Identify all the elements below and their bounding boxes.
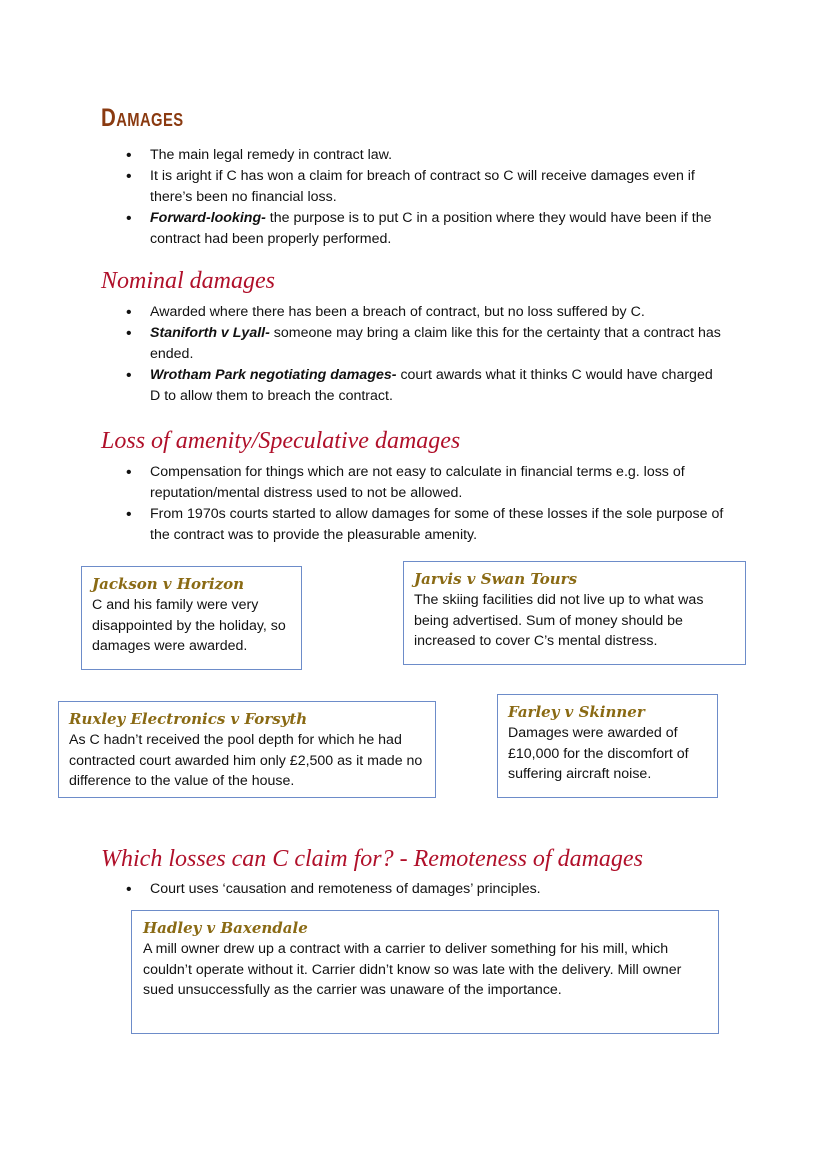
case-title: Jarvis v Swan Tours xyxy=(414,570,578,588)
damages-bullet-list xyxy=(126,145,726,250)
page-title-damages: Damages xyxy=(101,104,184,132)
case-name: Staniforth v Lyall- xyxy=(150,325,270,341)
list-item: • The main legal remedy in contract law. xyxy=(126,145,726,166)
case-name: Wrotham Park negotiating damages- xyxy=(150,367,397,383)
list-item: • Forward-looking- the purpose is to put C in a position where they would have been if the contract had been properly performed. xyxy=(126,208,726,250)
list-item: • Staniforth v Lyall- someone may bring a claim like this for the certainty that a contract has ended. xyxy=(126,323,726,365)
case-title: Farley v Skinner xyxy=(508,703,645,721)
list-item: • Wrotham Park negotiating damages- court awards what it thinks C would have charged D to allow them to breach the contract. xyxy=(126,365,726,407)
list-item: • It is aright if C has won a claim for breach of contract so C will receive damages even if there’s been no financial loss. xyxy=(126,166,726,208)
section-heading-remoteness: Which losses can C claim for? - Remoteness of damages xyxy=(101,846,643,872)
case-box-ruxley-v-forsyth xyxy=(58,701,436,798)
amenity-bullet-list xyxy=(126,462,726,546)
case-summary: Damages were awarded of £10,000 for the discomfort of suffering aircraft noise. xyxy=(508,725,689,782)
remoteness-bullet-list xyxy=(126,879,726,900)
case-summary: A mill owner drew up a contract with a carrier to deliver something for his mill, which couldn’t operate without it. Carrier didn’t know so was late with the delivery. Mill owner sued unsuccessfully as the carrier was unaware of the importance. xyxy=(143,941,682,998)
case-title: Hadley v Baxendale xyxy=(143,919,308,937)
case-box-farley-v-skinner xyxy=(497,694,718,798)
key-term: Forward-looking- xyxy=(150,210,266,226)
case-summary: As C hadn’t received the pool depth for which he had contracted court awarded him only £2,500 as it made no difference to the value of the house. xyxy=(69,732,423,789)
case-summary: The skiing facilities did not live up to what was being advertised. Sum of money should be increased to cover C’s mental distress. xyxy=(414,592,704,649)
list-item: • Compensation for things which are not easy to calculate in financial terms e.g. loss of reputation/mental distress used to not be allowed. xyxy=(126,462,726,504)
case-box-hadley-v-baxendale xyxy=(131,910,719,1034)
case-box-jackson-v-horizon xyxy=(81,566,302,670)
section-heading-nominal-damages: Nominal damages xyxy=(101,268,275,294)
list-item: • From 1970s courts started to allow damages for some of these losses if the sole purpose of the contract was to provide the pleasurable amenity. xyxy=(126,504,726,546)
case-box-jarvis-v-swan-tours xyxy=(403,561,746,665)
case-title: Ruxley Electronics v Forsyth xyxy=(69,710,308,728)
nominal-bullet-list xyxy=(126,302,726,407)
section-heading-loss-of-amenity: Loss of amenity/Speculative damages xyxy=(101,428,461,454)
case-summary: C and his family were very disappointed by the holiday, so damages were awarded. xyxy=(92,597,286,654)
list-item: • Court uses ‘causation and remoteness of damages’ principles. xyxy=(126,879,726,900)
list-item: • Awarded where there has been a breach of contract, but no loss suffered by C. xyxy=(126,302,726,323)
case-title: Jackson v Horizon xyxy=(92,575,245,593)
